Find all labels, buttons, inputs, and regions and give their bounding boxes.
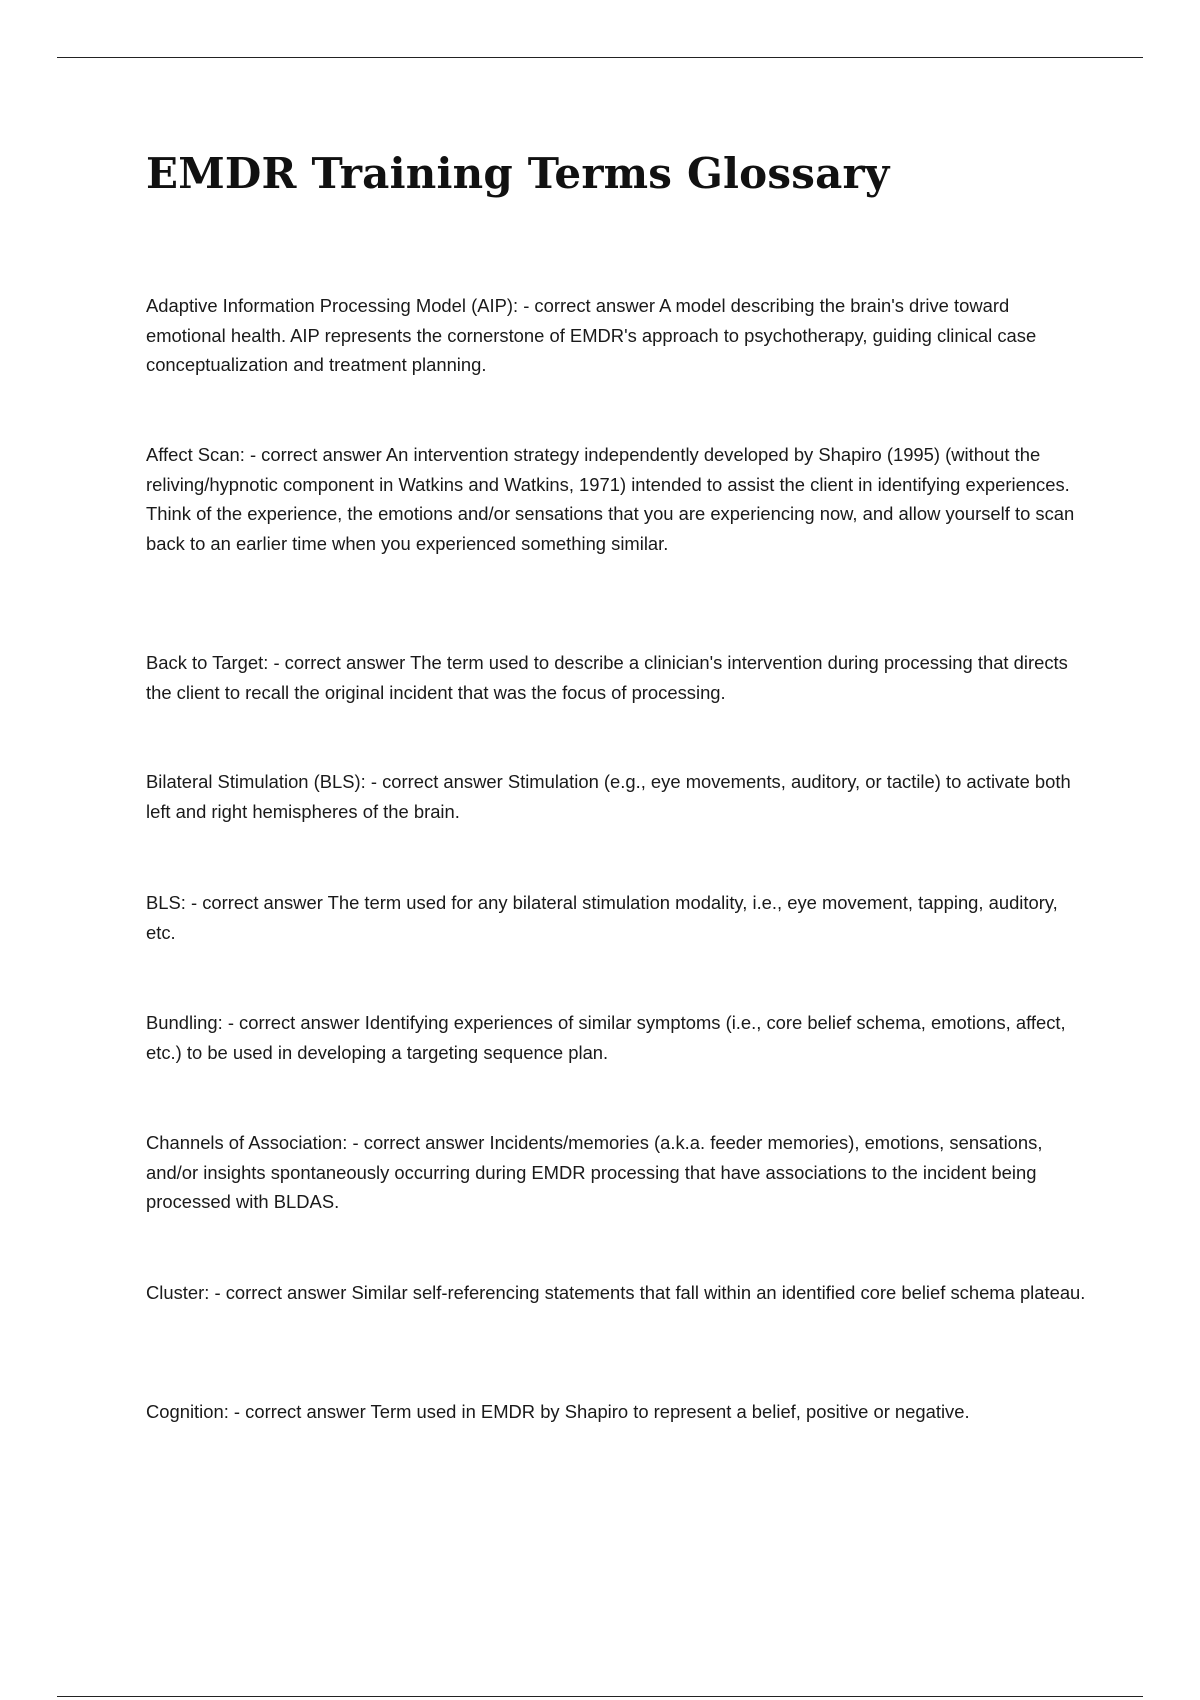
top-rule [57, 57, 1143, 58]
glossary-entry [146, 648, 1086, 707]
entry-separator: - correct answer [365, 771, 508, 792]
glossary-entry [146, 1397, 1086, 1427]
entry-separator: - correct answer [228, 1401, 371, 1422]
entry-definition: Identifying experiences of similar symptoms (i.e., core belief schema, emotions, affect, etc.) to be used in developing a targeting sequence plan. [146, 1012, 1066, 1063]
entry-term: Back to Target: [146, 652, 269, 673]
bottom-rule [57, 1696, 1143, 1697]
entry-term: Affect Scan: [146, 444, 245, 465]
entry-term: Bundling: [146, 1012, 223, 1033]
document-title: EMDR Training Terms Glossary [146, 149, 890, 198]
entry-definition: An intervention strategy independently developed by Shapiro (1995) (without the reliving/hypnotic component in Watkins and Watkins, 1971) intended to assist the client in identifying experiences. Think of the experience, the emotions and/or sensations that you are experiencing now, and allow yourself to scan back to an earlier time when you experienced something similar. [146, 444, 1075, 554]
entry-term: Bilateral Stimulation (BLS): [146, 771, 366, 792]
entry-separator: - correct answer [209, 1282, 352, 1303]
glossary-entry [146, 1278, 1086, 1308]
entry-separator: - correct answer [185, 892, 328, 913]
entry-definition: The term used to describe a clinician's intervention during processing that directs the client to recall the original incident that was the focus of processing. [146, 652, 1068, 703]
entry-term: BLS: [146, 892, 186, 913]
entry-definition: The term used for any bilateral stimulation modality, i.e., eye movement, tapping, auditory, etc. [146, 892, 1058, 943]
glossary-entry [146, 291, 1086, 380]
entry-separator: - correct answer [244, 444, 386, 465]
entry-term: Cognition: [146, 1401, 229, 1422]
entry-definition: Similar self-referencing statements that fall within an identified core belief schema plateau. [351, 1282, 1086, 1303]
entry-separator: - correct answer [222, 1012, 365, 1033]
entry-term: Channels of Association: [146, 1132, 348, 1153]
entry-separator: - correct answer [268, 652, 411, 673]
entry-definition: Stimulation (e.g., eye movements, auditory, or tactile) to activate both left and right hemispheres of the brain. [146, 771, 1071, 822]
glossary-entry [146, 1008, 1086, 1067]
glossary-entry [146, 767, 1086, 826]
glossary-entry [146, 1128, 1086, 1217]
entry-definition: Term used in EMDR by Shapiro to represent a belief, positive or negative. [370, 1401, 970, 1422]
entry-definition: Incidents/memories (a.k.a. feeder memories), emotions, sensations, and/or insights spontaneously occurring during EMDR processing that have associations to the incident being processed with BLDAS. [146, 1132, 1043, 1212]
glossary-entry [146, 440, 1086, 558]
entry-term: Cluster: [146, 1282, 210, 1303]
entry-definition: A model describing the brain's drive toward emotional health. AIP represents the cornerstone of EMDR's approach to psychotherapy, guiding clinical case conceptualization and treatment planning. [146, 295, 1037, 375]
entry-separator: - correct answer [347, 1132, 490, 1153]
entry-separator: - correct answer [518, 295, 660, 316]
entry-term: Adaptive Information Processing Model (AIP): [146, 295, 519, 316]
glossary-entry [146, 888, 1086, 947]
